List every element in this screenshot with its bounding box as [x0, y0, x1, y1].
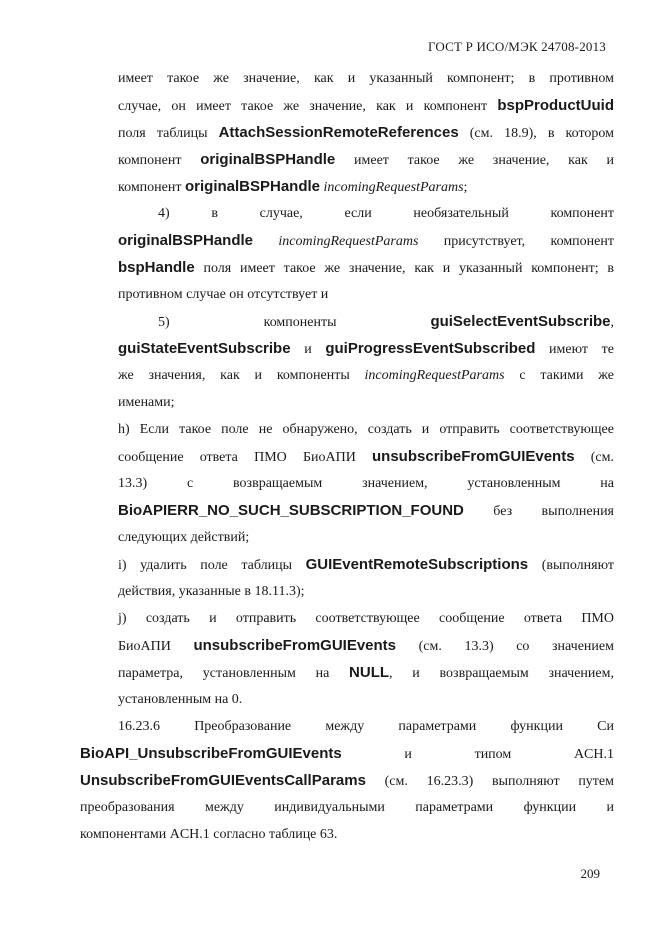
text-run: и типом ACH.1	[341, 747, 614, 762]
code-identifier: unsubscribeFromGUIEvents	[193, 637, 397, 654]
text-line	[118, 97, 614, 116]
text-run: поля имеет такое же значение, как и указанный компонент; в	[194, 261, 614, 276]
text-line	[118, 583, 614, 601]
text-line	[80, 745, 614, 764]
text-line	[118, 475, 614, 493]
text-line	[118, 259, 614, 278]
text-run: с такими же	[504, 368, 614, 383]
code-identifier: originalBSPHandle	[200, 151, 336, 168]
text-line	[118, 205, 614, 223]
text-line	[118, 313, 614, 332]
text-line	[118, 664, 614, 683]
text-line	[80, 772, 614, 791]
text-run: именами;	[118, 395, 175, 410]
text-run: 13.3) с возвращаемым значением, установленным на	[118, 476, 614, 491]
italic-term: incomingRequestParams	[278, 234, 419, 249]
text-run: ,	[610, 315, 614, 330]
text-run: без выполнения	[463, 504, 614, 519]
text-line	[118, 232, 614, 251]
text-line	[80, 799, 614, 817]
code-identifier: unsubscribeFromGUIEvents	[372, 448, 575, 465]
text-run: установленным на 0.	[118, 692, 243, 707]
text-run: имеют те	[535, 342, 614, 357]
text-run: и	[290, 342, 326, 357]
code-identifier: bspHandle	[118, 259, 195, 276]
text-run: 16.23.6 Преобразование между параметрами функции Си	[118, 719, 614, 734]
text-run: (см.	[574, 450, 614, 465]
text-run: (см. 16.23.3) выполняют путем	[365, 774, 614, 789]
text-line	[118, 718, 614, 736]
text-line	[118, 124, 614, 143]
text-line	[118, 529, 614, 547]
italic-term: incomingRequestParams	[364, 368, 505, 383]
text-run: j) создать и отправить соответствующее сообщение ответа ПМО	[118, 611, 614, 626]
text-run: случае, он имеет такое же значение, как и компонент	[118, 99, 498, 114]
text-run: следующих действий;	[118, 530, 250, 545]
text-line	[118, 151, 614, 170]
text-run: компонентами ACH.1 согласно таблице 63.	[80, 827, 338, 842]
text-run: компонент	[118, 153, 201, 168]
code-identifier: AttachSessionRemoteReferences	[218, 124, 459, 141]
text-line	[118, 340, 614, 359]
text-run: (см. 13.3) со значением	[396, 639, 614, 654]
text-line	[118, 70, 614, 88]
code-identifier: guiProgressEventSubscribed	[325, 340, 536, 357]
italic-term: incomingRequestParams	[323, 180, 464, 195]
text-run: ;	[463, 180, 468, 195]
text-run: 5) компоненты	[158, 315, 431, 330]
text-run: 4) в случае, если необязательный компонент	[158, 206, 614, 221]
text-line	[118, 286, 614, 304]
text-line	[118, 448, 614, 467]
code-identifier: BioAPIERR_NO_SUCH_SUBSCRIPTION_FOUND	[118, 502, 464, 519]
text-run: компонент	[118, 180, 185, 195]
code-identifier: guiSelectEventSubscribe	[430, 313, 611, 330]
text-line	[118, 691, 614, 709]
text-run: h) Если такое поле не обнаружено, создать и отправить соответствующее	[118, 422, 614, 437]
code-identifier: guiStateEventSubscribe	[118, 340, 291, 357]
text-line	[118, 421, 614, 439]
code-identifier: originalBSPHandle	[185, 178, 321, 195]
text-run: противном случае он отсутствует и	[118, 287, 329, 302]
text-run: сообщение ответа ПМО БиоАПИ	[118, 450, 373, 465]
text-run: преобразования между индивидуальными параметрами функции и	[80, 800, 614, 815]
code-identifier: GUIEventRemoteSubscriptions	[305, 556, 529, 573]
text-line	[118, 610, 614, 628]
text-run: , и возвращаемым значением,	[389, 666, 614, 681]
text-run: i) удалить поле таблицы	[118, 558, 306, 573]
text-run: поля таблицы	[118, 126, 219, 141]
text-line	[118, 502, 614, 521]
text-line	[118, 556, 614, 575]
code-identifier: BioAPI_UnsubscribeFromGUIEvents	[80, 745, 342, 762]
text-run: (выполняют	[528, 558, 614, 573]
text-run: (см. 18.9), в котором	[458, 126, 614, 141]
text-run: присутствует, компонент	[418, 234, 614, 249]
text-line	[118, 394, 614, 412]
code-identifier: bspProductUuid	[497, 97, 614, 114]
text-run: БиоАПИ	[118, 639, 194, 654]
text-run	[253, 234, 278, 249]
document-header: ГОСТ Р ИСО/МЭК 24708-2013	[427, 39, 606, 54]
page-number: 209	[580, 866, 600, 881]
text-run: параметра, установленным на	[118, 666, 350, 681]
code-identifier: NULL	[349, 664, 390, 681]
text-run: действия, указанные в 18.11.3);	[118, 584, 305, 599]
text-run: же значения, как и компоненты	[118, 368, 365, 383]
text-line	[80, 826, 614, 844]
text-run: имеет такое же значение, как и указанный компонент; в противном	[118, 71, 614, 86]
text-run: имеет такое же значение, как и	[335, 153, 614, 168]
code-identifier: UnsubscribeFromGUIEventsCallParams	[80, 772, 366, 789]
text-line	[118, 178, 614, 197]
text-line	[118, 367, 614, 385]
code-identifier: originalBSPHandle	[118, 232, 254, 249]
text-line	[118, 637, 614, 656]
